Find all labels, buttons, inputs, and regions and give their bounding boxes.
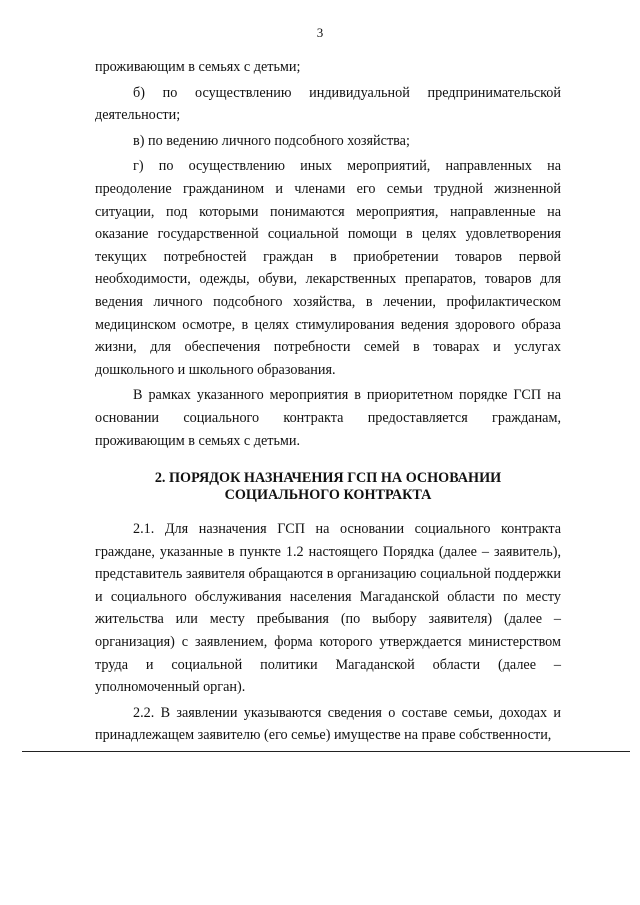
paragraph-item-g: г) по осуществлению иных мероприятий, направленных на преодоление гражданином и членами его семьи трудной жизненной ситуации, под которыми понимаются мероприятия, направленные на оказание государственной социальной помощи в целях удовлетворения текущих потребностей граждан в приобретении товаров первой необходимости, одежды, обуви, лекарственных препаратов, товаров для ведения личного подсобного хозяйства, в лечении, профилактическом медицинском осмотре, в целях стимулирования ведения здорового образа жизни, для обеспечения потребности семей в товарах и услугах дошкольного и школьного образования. [95, 158, 561, 378]
page-number: 3 [316, 25, 324, 40]
paragraph-item-v: в) по ведению личного подсобного хозяйства; [133, 132, 410, 149]
paragraph-2-1: 2.1. Для назначения ГСП на основании социального контракта граждане, указанные в пункте 1.2 настоящего Порядка (далее – заявитель), представитель заявителя обращаются в организацию социальной поддержки и социального обслуживания населения Магаданской области по месту жительства или месту пребывания (по выбору заявителя) (далее – организация) с заявлением, форма которого утверждается министерством труда и социальной политики Магаданской области (далее – уполномоченный орган). [95, 521, 561, 696]
section-heading-line-1: 2. ПОРЯДОК НАЗНАЧЕНИЯ ГСП НА ОСНОВАНИИ [154, 470, 502, 487]
section-heading [95, 470, 561, 504]
paragraph-item-b: б) по осуществлению индивидуальной предпринимательской деятельности; [95, 84, 561, 124]
paragraph-priority: В рамках указанного мероприятия в приоритетном порядке ГСП на основании социального контракта предоставляется гражданам, проживающим в семьях с детьми. [95, 387, 561, 449]
section-heading-line-2: СОЦИАЛЬНОГО КОНТРАКТА [224, 487, 432, 504]
document-body [95, 56, 561, 747]
bottom-divider [22, 751, 630, 752]
paragraph-continuation: проживающим в семьях с детьми; [95, 59, 301, 75]
paragraph-2-2: 2.2. В заявлении указываются сведения о составе семьи, доходах и принадлежащем заявителю (его семье) имуществе на праве собственности, [95, 704, 561, 744]
